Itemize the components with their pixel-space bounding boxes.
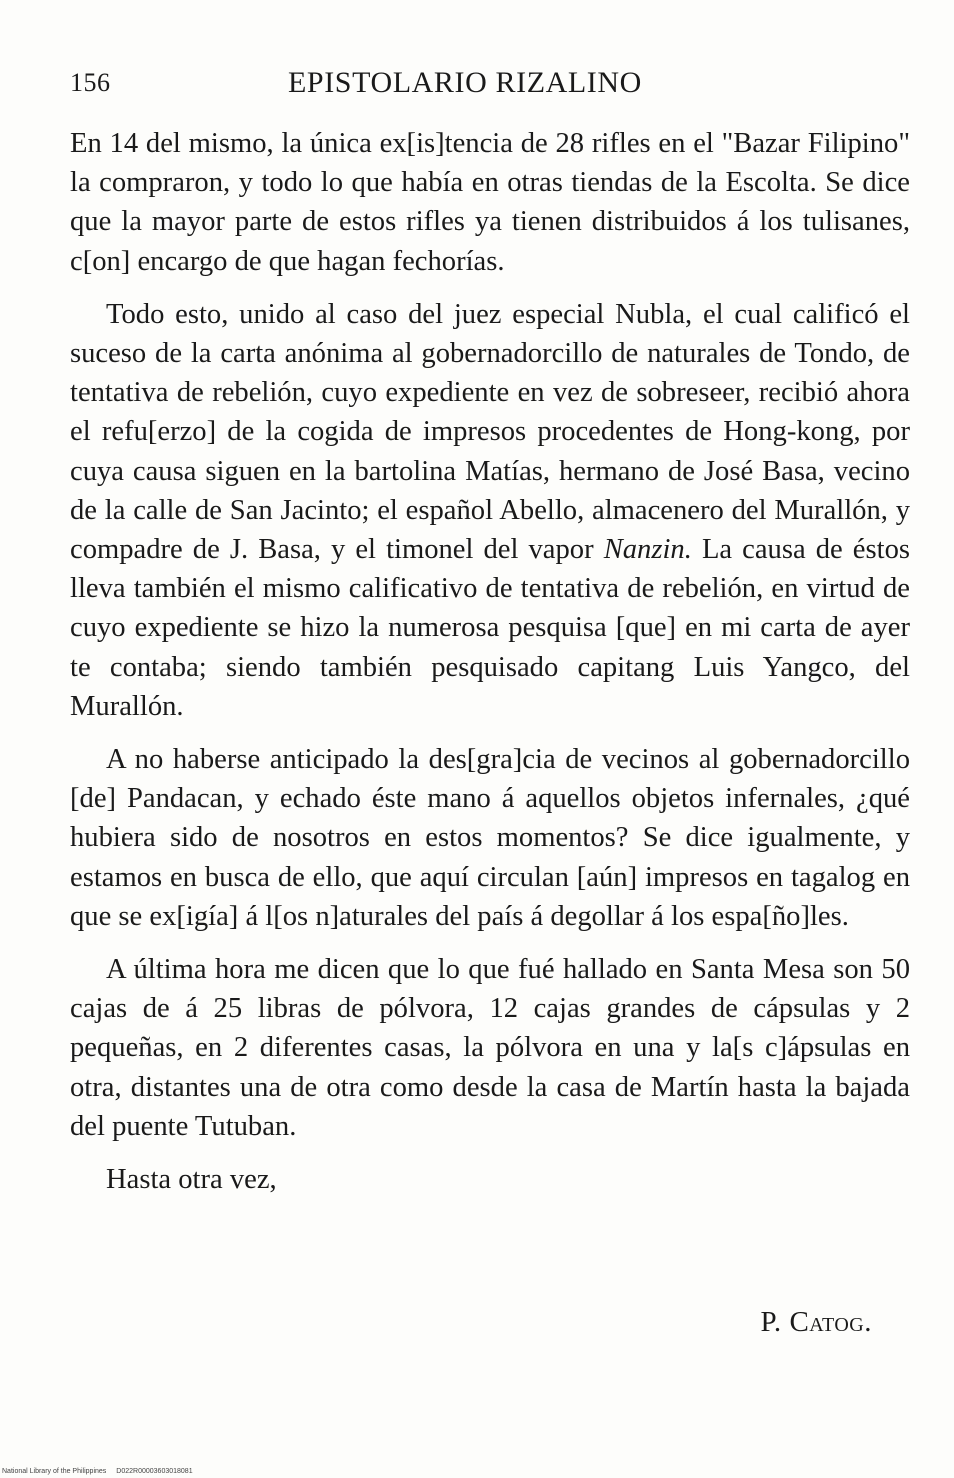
letter-body <box>70 124 910 1213</box>
book-title: EPISTOLARIO RIZALINO <box>288 66 642 99</box>
document-code: D022R00003603018081 <box>116 1468 193 1475</box>
paragraph-3: A no haberse anticipado la des[gra]cia de vecinos al gobernadorcillo [de] Pandacan, y echado éste mano á aquellos objetos infernales, ¿qué hubiera sido de nosotros en estos momentos? Se dice igualmente, y estamos en busca de ello, que aquí circulan [aún] impresos en tagalog en que se ex[igía] á l[os n]aturales del país á degollar á los espa[ño]les. <box>70 744 910 932</box>
signature-name: Catog. <box>789 1306 872 1338</box>
page-number: 156 <box>70 68 111 97</box>
vessel-name: Nanzin. <box>603 534 692 566</box>
scan-credit <box>2 1468 193 1475</box>
library-credit: National Library of the Philippines <box>2 1468 107 1475</box>
paragraph-2-text: Todo esto, unido al caso del juez especial Nubla, el cual calificó el suceso de la carta anónima al gobernadorcillo de naturales de Tondo, de tentativa de rebelión, cuyo expediente en vez de sobreseer, recibió ahora el refu[erzo] de la cogida de impresos procedentes de Hong-kong, por cuya causa siguen en la bartolina Matías, hermano de José Basa, vecino de la calle de San Jacinto; el español Abello, almacenero del Murallón, y compadre de J. Basa, y el timonel del vapor <box>70 298 910 566</box>
paragraph-4: A última hora me dicen que lo que fué hallado en Santa Mesa son 50 cajas de á 25 libras de pólvora, 12 cajas grandes de cápsulas y 2 pequeñas, en 2 diferentes casas, la pólvora en una y la[s c]ápsulas en otra, distantes una de otra como desde la casa de Martín hasta la bajada del puente Tutuban. <box>70 954 910 1142</box>
paragraph-2-continuation: La causa de éstos lleva también el mismo calificativo de tentativa de rebelión, en virtud de cuyo expediente se hizo la numerosa pesquisa [que] en mi carta de ayer te contaba; siendo también pesquisado capitang Luis Yangco, del Murallón. <box>70 534 910 722</box>
paragraph-1: En 14 del mismo, la única ex[is]tencia de 28 rifles en el "Bazar Filipino" la compraron, y todo lo que había en otras tiendas de la Escolta. Se dice que la mayor parte de estos rifles ya tienen distribuidos á los tulisanes, c[on] encargo de que hagan fechorías. <box>70 128 910 277</box>
signature <box>761 1306 872 1339</box>
paragraph-2 <box>70 295 910 726</box>
closing-salutation: Hasta otra vez, <box>106 1164 277 1196</box>
running-head <box>70 62 874 106</box>
signature-initial: P. <box>760 1306 782 1338</box>
